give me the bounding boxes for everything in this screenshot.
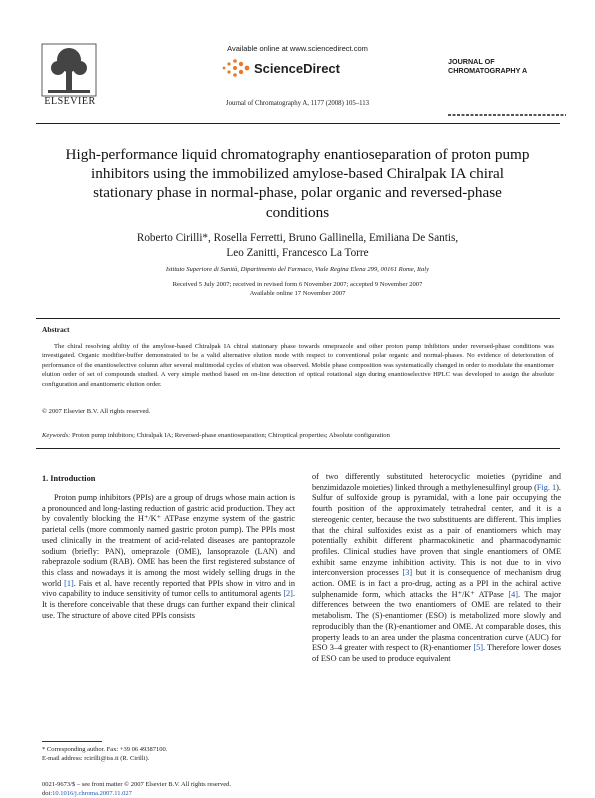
sciencedirect-dots-icon [220,58,250,78]
intro-text: but it is consequence of mechanism drug action. OME is in fact a pro-drug, acting as a PPI in the achiral active sulphenamide form, which attacks the H⁺/K⁺ ATPase [312,568,561,598]
abstract-heading: Abstract [42,325,70,334]
author-list [60,231,535,262]
footnote-rule [42,741,102,742]
affiliation: Istituto Superiore di Sanità, Dipartimento del Farmaco, Viale Regina Elena 299, 00161 Rome, Italy [40,266,555,273]
keywords-label: Keywords: [42,432,70,439]
journal-name-line1: JOURNAL OF [448,58,527,67]
intro-text: . Therefore lower doses of ESO can be used to produce equivalent [312,643,561,663]
intro-text: of two differently substituted heterocyclic moieties (pyridine and benzimidazole moieties) linked through a methylenesulfinyl group ( [312,472,561,492]
citation-link[interactable]: [2] [283,589,293,598]
sciencedirect-logo[interactable] [220,57,340,79]
publisher-name: ELSEVIER [40,96,100,107]
intro-text: . The major differences between the two enantiomers of OME are related to their metabolism. The (S)-enantiomer (ESO) is metabolized more slowly and reproducibly than the (R)-enantiomer and OME. At comparable doses, this property leads to an area under the plasma concentration curve (AUC) for ESO 3–4 greater with respect to (R)-enantiomer [312,590,561,653]
keywords [42,432,554,439]
keywords-list: Proton pump inhibitors; Chiralpak IA; Reversed-phase enantioseparation; Chiroptical properties; Absolute configuration [70,432,390,439]
journal-name-line2: CHROMATOGRAPHY A [448,67,527,76]
issn-and-doi [42,781,295,798]
introduction-column-left [42,493,295,621]
intro-text: ). Sulfur of sulfoxide group is pyramidal, with a lone pair occupying the fourth position of the approximately tetrahedral center, and it is a stereogenic center, because the two substituents are different. This implies that the chiral sulfoxides exist as a pair of enantiomers which may potentially exhibit different pharmacokinetic and pharmacodynamic profiles. Clinical studies have proven that single enantiomers of OME exhibit same enzyme inhibition activity. This is not due to in vivo interconversion processes [312,483,561,578]
introduction-column-right [312,472,561,665]
footnote-fax: * Corresponding author. Fax: +39 06 49387100. [42,746,295,755]
copyright-notice: © 2007 Elsevier B.V. All rights reserved. [42,408,150,415]
intro-text: Proton pump inhibitors (PPIs) are a group of drugs whose main action is a pronounced and long-lasting reduction of gastric acid production. They act by covalently blocking the H⁺/K⁺ ATPase enzyme system of the gastric parietal cells (more commonly named gastric proton pump). The PPIs most used clinically in the treatment of acid-related diseases are pantoprazole sodium (briefly: PAN), omeprazole (OME), lansoprazole (LAN) and rabeprazole sodium (RAB). OME has been the first registered substance of this class and nowadays it is among the most widely selling drugs in the world [42,493,295,588]
abstract-bottom-rule [36,448,560,449]
citation-link[interactable]: [1] [64,579,74,588]
citation-link[interactable]: [3] [403,568,413,577]
journal-url-line [448,112,568,118]
article-title: High-performance liquid chromatography enantioseparation of proton pump inhibitors using the immobilized amylose-based Chiralpak IA chiral stationary phase in normal-phase, polar organic and reversed-phase conditions [60,145,535,222]
intro-text: . Fais et al. have recently reported that PPIs show in vitro and in vivo capability to induce sensitivity of tumor cells to antitumoral agents [42,579,295,599]
authors-line-1: Roberto Cirilli*, Rosella Ferretti, Bruno Gallinella, Emiliana De Santis, [60,231,535,246]
article-dates [40,280,555,298]
available-online-date: Available online 17 November 2007 [40,289,555,298]
issn-line: 0021-9673/$ – see front matter © 2007 Elsevier B.V. All rights reserved. [42,781,295,790]
received-dates: Received 5 July 2007; received in revised form 6 November 2007; accepted 9 November 2007 [40,280,555,289]
journal-citation: Journal of Chromatography A, 1177 (2008) 105–113 [0,100,595,107]
doi-prefix: doi: [42,790,52,797]
available-online-text[interactable]: Available online at www.sciencedirect.com [0,44,595,53]
journal-logo [448,58,527,75]
section-heading-introduction: 1. Introduction [42,474,95,483]
sciencedirect-wordmark: ScienceDirect [254,61,340,76]
citation-link[interactable]: [4] [508,590,518,599]
citation-link[interactable]: [5] [473,643,483,652]
footnote-email[interactable]: E-mail address: rcirilli@iss.it (R. Cirilli). [42,755,295,764]
authors-line-2: Leo Zanitti, Francesco La Torre [60,246,535,261]
header-divider [36,123,560,124]
figure-link[interactable]: Fig. 1 [537,483,556,492]
doi-link[interactable]: 10.1016/j.chroma.2007.11.027 [52,790,132,797]
abstract-top-rule [36,318,560,319]
abstract-body: The chiral resolving ability of the amylose-based Chiralpak IA chiral stationary phase towards omeprazole and other proton pump inhibitors under reversed-phase conditions was investigated. Organic modifier-buffer demonstrated to be a valid alternative elution mode with respect to conventional polar organic and normal-phases. No evidence of deterioration of performance of the enantioselective column after several multimodal cycles of elution was observed. Mobile phase composition was systematically changed in order to modulate the enantiomer elution order of set of compounds studied. A very simple method based on on-line detection of optical rotational sign during enantioselective HPLC was developed to assign the absolute configuration and enantiomeric elution order. [42,342,554,389]
corresponding-author-footnote [42,746,295,763]
intro-text: . It is therefore conceivable that these drugs can further expand their clinical use. The structure of above cited PPIs consists [42,589,295,619]
